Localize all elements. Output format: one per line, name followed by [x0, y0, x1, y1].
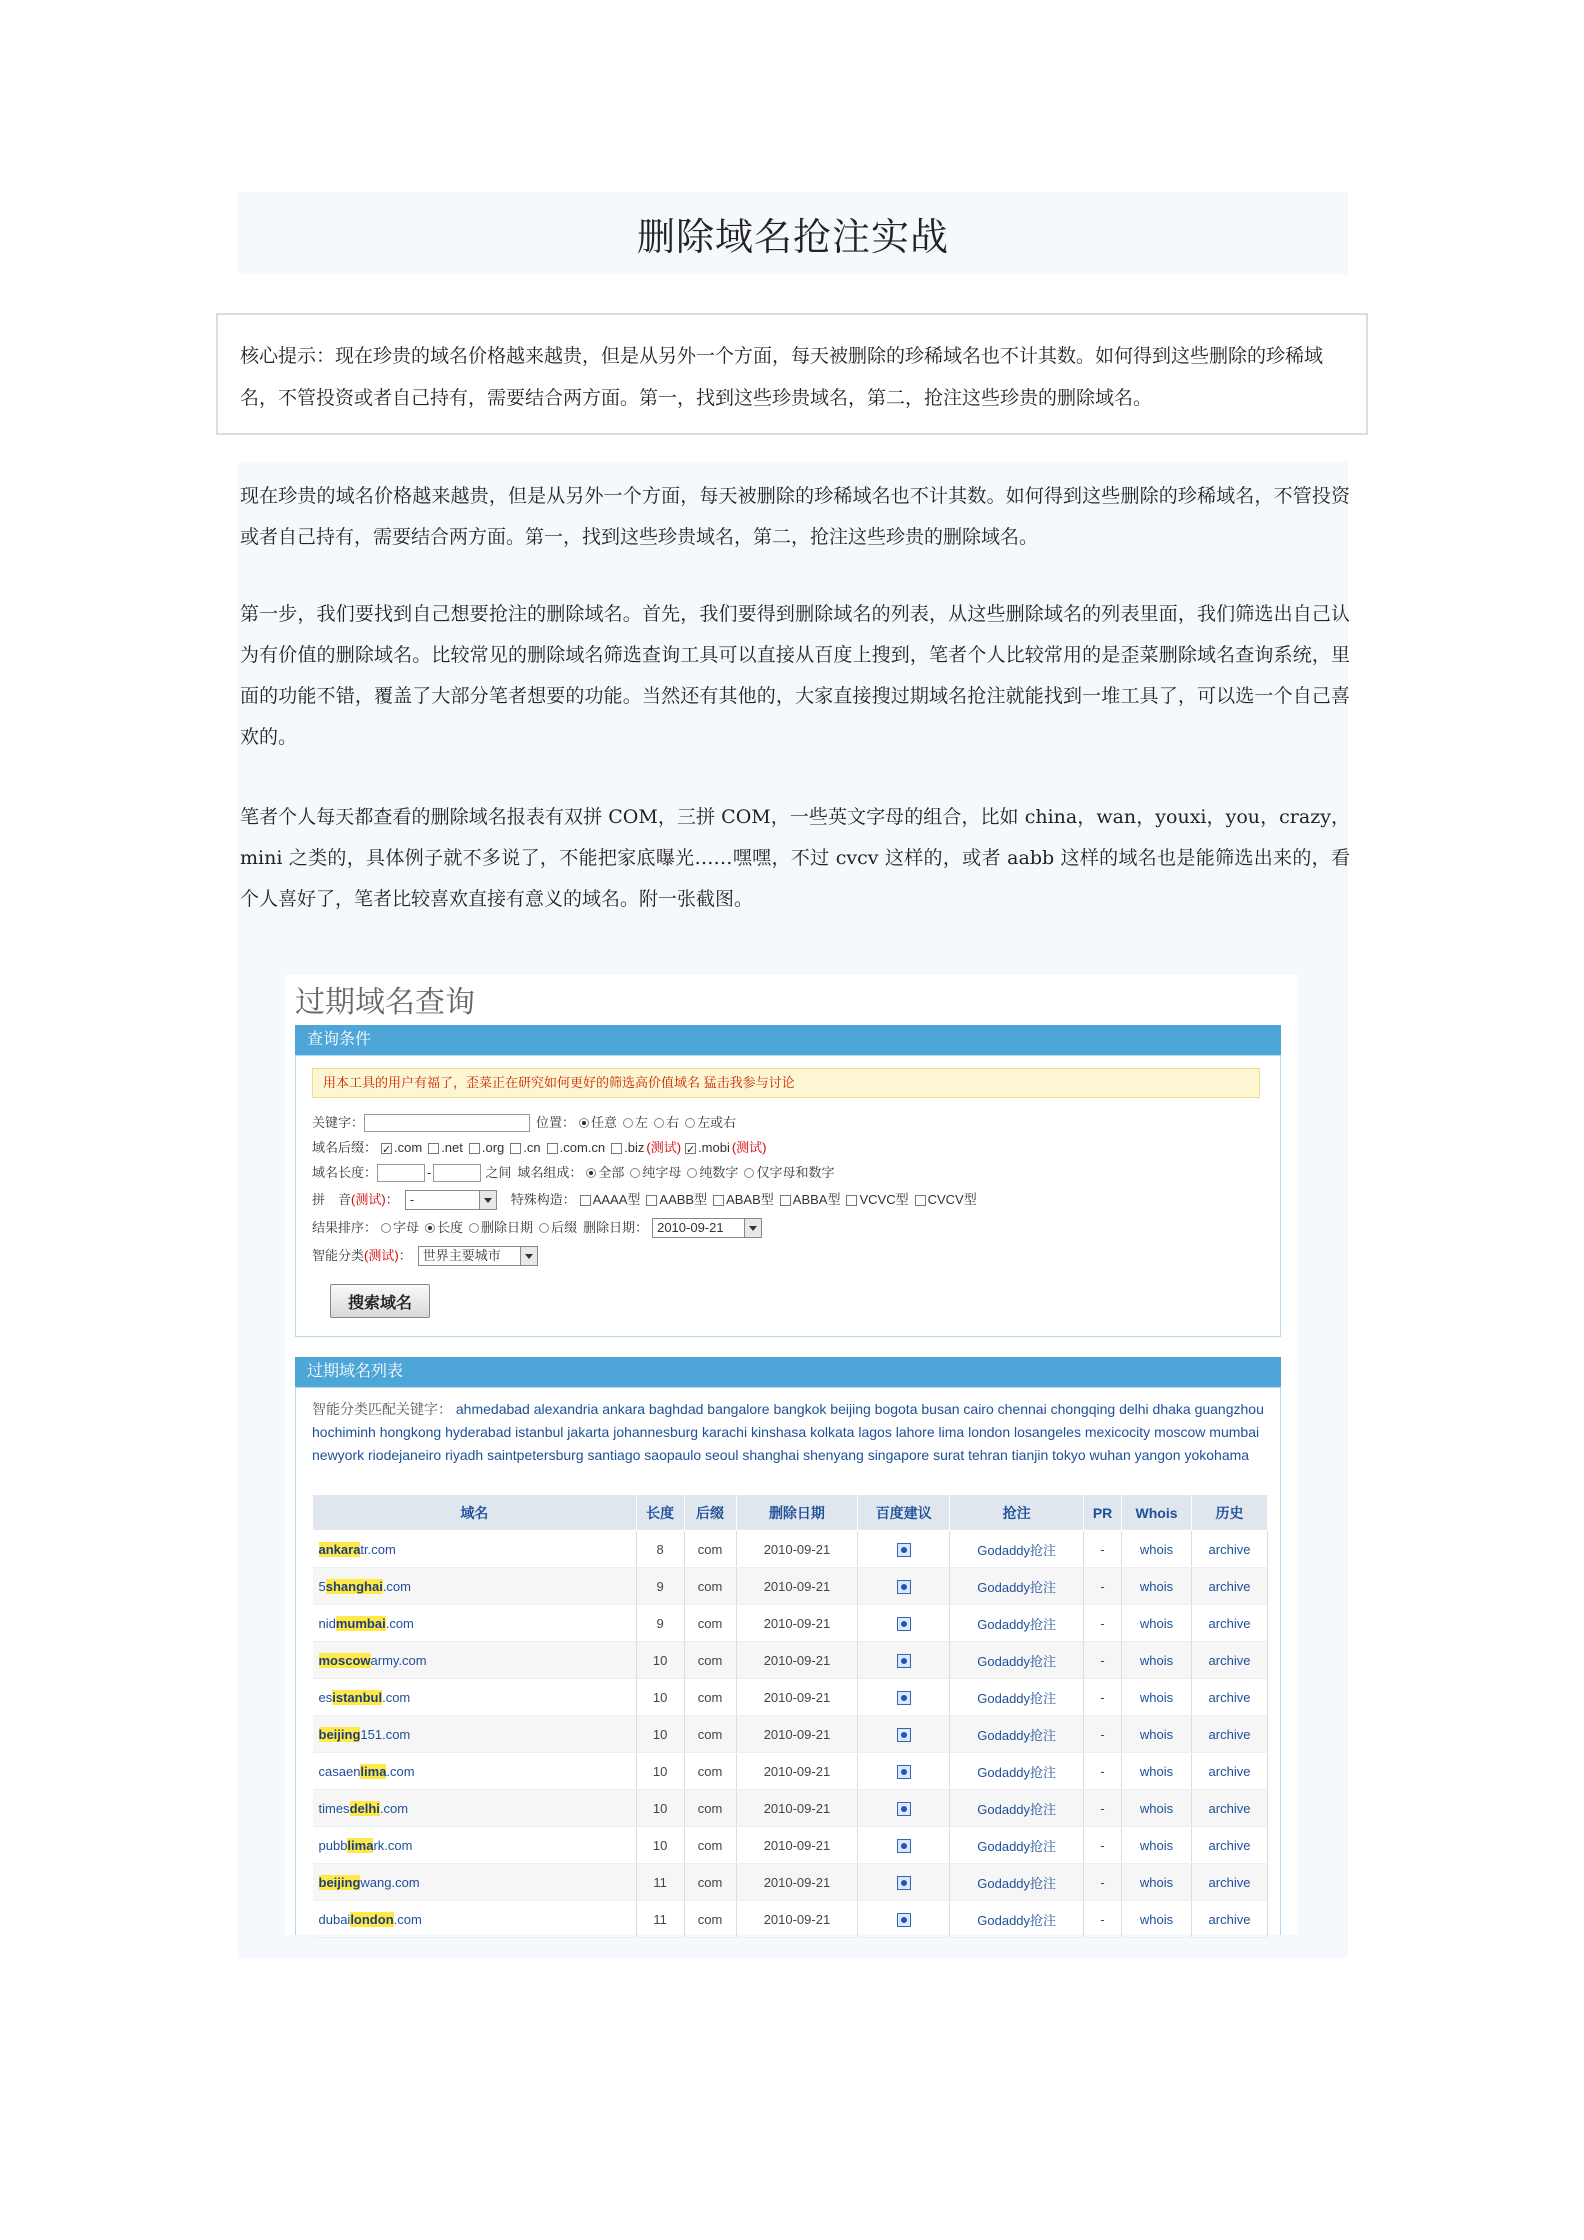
length-max-input[interactable]: [433, 1164, 481, 1182]
smart-category-row: 智能分类 (测试) ： 世界主要城市: [312, 1245, 538, 1267]
whois-link[interactable]: whois: [1122, 1864, 1192, 1901]
delete-date: 2010-09-21: [736, 1901, 858, 1938]
chevron-down-icon: [520, 1247, 537, 1265]
baidu-suggest-cell[interactable]: [858, 1901, 950, 1938]
domain-length: 11: [636, 1901, 684, 1938]
sort-radio-suffix[interactable]: [539, 1223, 549, 1233]
domain-name-link[interactable]: nidmumbai.com: [313, 1605, 637, 1642]
domain-name-link[interactable]: casaenlima.com: [313, 1753, 637, 1790]
godaddy-register-link[interactable]: Godaddy抢注: [950, 1790, 1084, 1827]
list-panel-header: 过期域名列表: [295, 1357, 1281, 1387]
domain-name-link[interactable]: beijing151.com: [313, 1716, 637, 1753]
table-row: [313, 1679, 1268, 1716]
col-whois: Whois: [1122, 1495, 1192, 1531]
domain-suffix: com: [684, 1827, 736, 1864]
keyword-input[interactable]: [364, 1114, 530, 1132]
godaddy-register-link[interactable]: Godaddy抢注: [950, 1753, 1084, 1790]
special-checkbox-cvcv[interactable]: [915, 1195, 926, 1206]
delete-date: 2010-09-21: [736, 1790, 858, 1827]
special-checkbox-vcvc[interactable]: [846, 1195, 857, 1206]
delete-date: 2010-09-21: [736, 1531, 858, 1568]
baidu-suggest-cell[interactable]: [858, 1605, 950, 1642]
domain-name-link[interactable]: timesdelhi.com: [313, 1790, 637, 1827]
table-row: [313, 1753, 1268, 1790]
col-delete-date[interactable]: 删除日期: [736, 1495, 858, 1531]
notice-bar: [312, 1068, 1260, 1098]
keyword-row: 关键字： 位置： 任意 左 右 左或右: [312, 1115, 737, 1130]
archive-link[interactable]: archive: [1192, 1716, 1268, 1753]
whois-link[interactable]: whois: [1122, 1716, 1192, 1753]
baidu-icon[interactable]: [897, 1728, 911, 1742]
compose-radio-all[interactable]: [586, 1168, 596, 1178]
delete-date: 2010-09-21: [736, 1753, 858, 1790]
whois-link[interactable]: whois: [1122, 1827, 1192, 1864]
domain-suffix: com: [684, 1531, 736, 1568]
archive-link[interactable]: archive: [1192, 1605, 1268, 1642]
compose-radio-alnum[interactable]: [744, 1168, 754, 1178]
archive-link[interactable]: archive: [1192, 1901, 1268, 1938]
archive-link[interactable]: archive: [1192, 1790, 1268, 1827]
position-radio-right[interactable]: [654, 1118, 664, 1128]
delete-date: 2010-09-21: [736, 1642, 858, 1679]
godaddy-register-link[interactable]: Godaddy抢注: [950, 1679, 1084, 1716]
suffix-checkbox-mobi[interactable]: [685, 1143, 696, 1154]
whois-link[interactable]: whois: [1122, 1531, 1192, 1568]
archive-link[interactable]: archive: [1192, 1568, 1268, 1605]
pagerank: -: [1084, 1716, 1122, 1753]
godaddy-register-link[interactable]: Godaddy抢注: [950, 1531, 1084, 1568]
sort-radio-letter[interactable]: [381, 1223, 391, 1233]
title-banner: [238, 192, 1348, 274]
table-row: [313, 1827, 1268, 1864]
paragraph-1: 现在珍贵的域名价格越来越贵，但是从另外一个方面，每天被删除的珍稀域名也不计其数。如何得到这些删除的珍稀域名，不管投资或者自己持有，需要结合两方面。第一，找到这些珍贵域名，第二，抢注这些珍贵的删除域名。: [240, 485, 1350, 548]
query-panel-header: 查询条件: [295, 1025, 1281, 1055]
domain-length: 10: [636, 1716, 684, 1753]
domain-suffix: com: [684, 1642, 736, 1679]
suffix-checkbox-comcn[interactable]: [547, 1143, 558, 1154]
godaddy-register-link[interactable]: Godaddy抢注: [950, 1901, 1084, 1938]
delete-date: 2010-09-21: [736, 1605, 858, 1642]
domain-suffix: com: [684, 1753, 736, 1790]
tool-title: 过期域名查询: [295, 986, 475, 1019]
domain-length: 9: [636, 1605, 684, 1642]
baidu-icon[interactable]: [897, 1913, 911, 1927]
search-domain-button[interactable]: 搜索域名: [330, 1284, 430, 1318]
pinyin-row: 拼 音 (测试) ： - 特殊构造： AAAA型 AABB型 ABAB型 ABBA型 VCVC型 CVCV型: [312, 1189, 979, 1211]
domain-name-link[interactable]: beijingwang.com: [313, 1864, 637, 1901]
domain-length: 8: [636, 1531, 684, 1568]
baidu-icon[interactable]: [897, 1691, 911, 1705]
col-baidu: 百度建议: [858, 1495, 950, 1531]
domain-length: 11: [636, 1864, 684, 1901]
pagerank: -: [1084, 1790, 1122, 1827]
pagerank: -: [1084, 1568, 1122, 1605]
position-radio-any[interactable]: [579, 1118, 589, 1128]
pagerank: -: [1084, 1827, 1122, 1864]
table-row: [313, 1716, 1268, 1753]
domain-length: 10: [636, 1790, 684, 1827]
col-domain[interactable]: 域名: [313, 1495, 637, 1531]
domain-name-link[interactable]: dubailondon.com: [313, 1901, 637, 1938]
chevron-down-icon: [479, 1191, 496, 1209]
baidu-suggest-cell[interactable]: [858, 1642, 950, 1679]
table-row: [313, 1605, 1268, 1642]
table-header: [313, 1495, 1268, 1531]
suffix-checkbox-biz[interactable]: [611, 1143, 622, 1154]
position-radio-left[interactable]: [623, 1118, 633, 1128]
domain-suffix: com: [684, 1679, 736, 1716]
domain-length: 10: [636, 1827, 684, 1864]
whois-link[interactable]: whois: [1122, 1679, 1192, 1716]
chevron-down-icon: [744, 1219, 761, 1237]
domain-suffix: com: [684, 1790, 736, 1827]
col-pr: PR: [1084, 1495, 1122, 1531]
archive-link[interactable]: archive: [1192, 1679, 1268, 1716]
domain-length: 10: [636, 1753, 684, 1790]
table-row: [313, 1642, 1268, 1679]
length-row: 域名长度： - 之间 域名组成： 全部 纯字母 纯数字 仅字母和数字: [312, 1165, 835, 1180]
delete-date-select[interactable]: 2010-09-21: [652, 1218, 762, 1238]
col-suffix[interactable]: 后缀: [684, 1495, 736, 1531]
archive-link[interactable]: archive: [1192, 1827, 1268, 1864]
domain-length: 9: [636, 1568, 684, 1605]
domain-length: 10: [636, 1642, 684, 1679]
suffix-checkbox-net[interactable]: [428, 1143, 439, 1154]
compose-radio-digits[interactable]: [687, 1168, 697, 1178]
domain-suffix: com: [684, 1716, 736, 1753]
col-history: 历史: [1192, 1495, 1268, 1531]
baidu-icon[interactable]: [897, 1802, 911, 1816]
page-title: 删除域名抢注实战: [636, 214, 949, 259]
col-length[interactable]: 长度: [636, 1495, 684, 1531]
godaddy-register-link[interactable]: Godaddy抢注: [950, 1827, 1084, 1864]
baidu-icon[interactable]: [897, 1654, 911, 1668]
length-min-input[interactable]: [377, 1164, 425, 1182]
baidu-icon[interactable]: [897, 1617, 911, 1631]
table-row: [313, 1531, 1268, 1568]
special-checkbox-abab[interactable]: [713, 1195, 724, 1206]
baidu-icon[interactable]: [897, 1839, 911, 1853]
suffix-checkbox-com[interactable]: [381, 1143, 392, 1154]
pagerank: -: [1084, 1753, 1122, 1790]
domain-suffix: com: [684, 1568, 736, 1605]
baidu-suggest-cell[interactable]: [858, 1679, 950, 1716]
special-checkbox-abba[interactable]: [780, 1195, 791, 1206]
sort-row: 结果排序： 字母 长度 删除日期 后缀 删除日期： 2010-09-21: [312, 1217, 762, 1239]
domain-name-link[interactable]: 5shanghai.com: [313, 1568, 637, 1605]
baidu-suggest-cell[interactable]: [858, 1568, 950, 1605]
table-row: [313, 1790, 1268, 1827]
pagerank: -: [1084, 1531, 1122, 1568]
summary-box: 核心提示：现在珍贵的域名价格越来越贵，但是从另外一个方面，每天被删除的珍稀域名也不计其数。如何得到这些删除的珍稀域名，不管投资或者自己持有，需要结合两方面。第一，找到这些珍贵域名，第二，抢注这些珍贵的删除域名。: [216, 313, 1368, 435]
special-checkbox-aabb[interactable]: [646, 1195, 657, 1206]
baidu-suggest-cell[interactable]: [858, 1790, 950, 1827]
baidu-icon[interactable]: [897, 1580, 911, 1594]
baidu-suggest-cell[interactable]: [858, 1753, 950, 1790]
whois-link[interactable]: whois: [1122, 1790, 1192, 1827]
suffix-checkbox-org[interactable]: [469, 1143, 480, 1154]
domain-suffix: com: [684, 1864, 736, 1901]
pinyin-select[interactable]: -: [405, 1190, 497, 1210]
special-checkbox-aaaa[interactable]: [580, 1195, 591, 1206]
screenshot-expired-domain-tool: [285, 975, 1297, 1935]
baidu-icon[interactable]: [897, 1543, 911, 1557]
delete-date: 2010-09-21: [736, 1568, 858, 1605]
domain-length: 10: [636, 1679, 684, 1716]
archive-link[interactable]: archive: [1192, 1531, 1268, 1568]
whois-link[interactable]: whois: [1122, 1642, 1192, 1679]
table-row: [313, 1568, 1268, 1605]
sort-radio-date[interactable]: [469, 1223, 479, 1233]
baidu-suggest-cell[interactable]: [858, 1827, 950, 1864]
archive-link[interactable]: archive: [1192, 1753, 1268, 1790]
baidu-suggest-cell[interactable]: [858, 1716, 950, 1753]
domain-suffix: com: [684, 1605, 736, 1642]
paragraph-3: 笔者个人每天都查看的删除域名报表有双拼 COM，三拼 COM，一些英文字母的组合，比如 china，wan，youxi，you，crazy，mini 之类的，具体例子就不多说了，不能把家底曝光……嘿嘿，不过 cvcv 这样的，或者 aabb 这样的域名也是能筛选出来的，看个人喜好了，笔者比较喜欢直接有意义的域名。附一张截图。: [240, 806, 1350, 910]
pagerank: -: [1084, 1642, 1122, 1679]
query-panel: [295, 1055, 1281, 1337]
whois-link[interactable]: whois: [1122, 1753, 1192, 1790]
whois-link[interactable]: whois: [1122, 1901, 1192, 1938]
domain-suffix: com: [684, 1901, 736, 1938]
pagerank: -: [1084, 1679, 1122, 1716]
domain-name-link[interactable]: moscowarmy.com: [313, 1642, 637, 1679]
col-register: 抢注: [950, 1495, 1084, 1531]
compose-radio-letters[interactable]: [630, 1168, 640, 1178]
whois-link[interactable]: whois: [1122, 1568, 1192, 1605]
godaddy-register-link[interactable]: Godaddy抢注: [950, 1568, 1084, 1605]
notice-link[interactable]: 猛击我参与讨论: [703, 1075, 795, 1090]
delete-date: 2010-09-21: [736, 1827, 858, 1864]
domain-table: [312, 1494, 1268, 1938]
pagerank: -: [1084, 1605, 1122, 1642]
matched-keywords: 智能分类匹配关键字： ahmedabad alexandria ankara baghdad bangalore bangkok beijing bogota busan cairo chennai chongqing delhi dhaka guangzhou hochiminh hongkong hyderabad istanbul jakarta johannesburg karachi kinshasa kolkata lagos lahore lima london losangeles mexicocity moscow mumbai newyork riodejaneiro riyadh saintpetersburg santiago saopaulo seoul shanghai shenyang singapore surat tehran tianjin tokyo wuhan yangon yokohama: [312, 1401, 1264, 1463]
list-panel: [295, 1387, 1281, 1935]
baidu-suggest-cell[interactable]: [858, 1531, 950, 1568]
whois-link[interactable]: whois: [1122, 1605, 1192, 1642]
notice-text: 用本工具的用户有福了，歪菜正在研究如何更好的筛选高价值域名: [323, 1075, 701, 1090]
godaddy-register-link[interactable]: Godaddy抢注: [950, 1716, 1084, 1753]
baidu-icon[interactable]: [897, 1765, 911, 1779]
domain-name-link[interactable]: ankaratr.com: [313, 1531, 637, 1568]
archive-link[interactable]: archive: [1192, 1864, 1268, 1901]
sort-radio-length[interactable]: [425, 1223, 435, 1233]
position-radio-either[interactable]: [685, 1118, 695, 1128]
suffix-row: 域名后缀： ✓ .com .net .org .cn .com.cn .biz (测试) ✓ .mobi (测试): [312, 1137, 767, 1159]
suffix-checkbox-cn[interactable]: [510, 1143, 521, 1154]
domain-name-link[interactable]: esistanbul.com: [313, 1679, 637, 1716]
smart-category-select[interactable]: 世界主要城市: [418, 1246, 538, 1266]
archive-link[interactable]: archive: [1192, 1642, 1268, 1679]
domain-name-link[interactable]: pubblimark.com: [313, 1827, 637, 1864]
pagerank: -: [1084, 1901, 1122, 1938]
pagerank: -: [1084, 1864, 1122, 1901]
delete-date: 2010-09-21: [736, 1679, 858, 1716]
delete-date: 2010-09-21: [736, 1716, 858, 1753]
table-row: [313, 1901, 1268, 1938]
table-row: [313, 1864, 1268, 1901]
paragraph-2: 第一步，我们要找到自己想要抢注的删除域名。首先，我们要得到删除域名的列表，从这些删除域名的列表里面，我们筛选出自己认为有价值的删除域名。比较常见的删除域名筛选查询工具可以直接从百度上搜到，笔者个人比较常用的是歪菜删除域名查询系统，里面的功能不错，覆盖了大部分笔者想要的功能。当然还有其他的，大家直接搜过期域名抢注就能找到一堆工具了，可以选一个自己喜欢的。: [240, 603, 1350, 748]
article-body: [238, 462, 1348, 1958]
delete-date: 2010-09-21: [736, 1864, 858, 1901]
baidu-icon[interactable]: [897, 1876, 911, 1890]
baidu-suggest-cell[interactable]: [858, 1864, 950, 1901]
godaddy-register-link[interactable]: Godaddy抢注: [950, 1642, 1084, 1679]
godaddy-register-link[interactable]: Godaddy抢注: [950, 1605, 1084, 1642]
godaddy-register-link[interactable]: Godaddy抢注: [950, 1864, 1084, 1901]
